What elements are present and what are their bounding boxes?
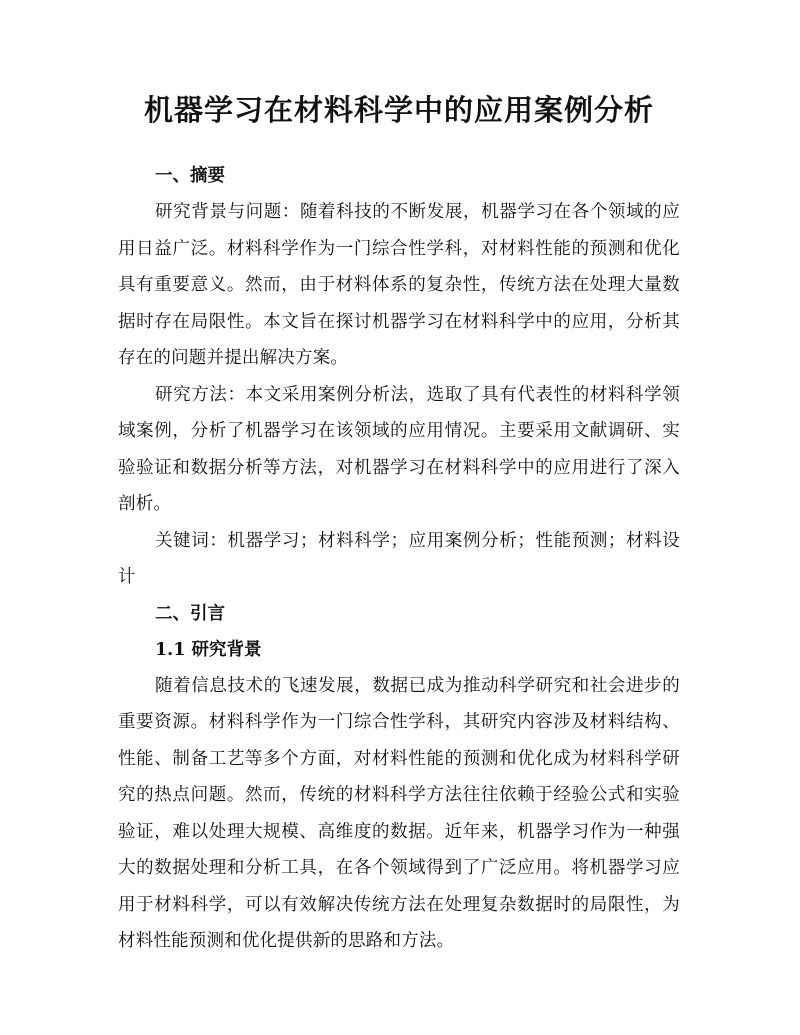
- document-page: [118, 88, 680, 960]
- abstract-heading: 一、摘要: [155, 166, 225, 186]
- keywords-paragraph: 关键词：机器学习；材料科学；应用案例分析；性能预测；材料设计: [118, 530, 680, 587]
- introduction-heading: 二、引言: [155, 603, 225, 624]
- research-background-paragraph: 随着信息技术的飞速发展，数据已成为推动科学研究和社会进步的重要资源。材料科学作为一门综合性学科，其研究内容涉及材料结构、性能、制备工艺等多个方面，对材料性能的预测和优化成为材料科学研究的热点问题。然而，传统的材料科学方法往往依赖于经验公式和实验验证，难以处理大规模、高维度的数据。近年来，机器学习作为一种强大的数据处理和分析工具，在各个领域得到了广泛应用。将机器学习应用于材料科学，可以有效解决传统方法在处理复杂数据时的局限性，为材料性能预测和优化提供新的思路和方法。: [118, 675, 680, 951]
- research-background-subheading: 1.1 研究背景: [155, 639, 262, 660]
- abstract-background-paragraph: 研究背景与问题：随着科技的不断发展，机器学习在各个领域的应用日益广泛。材料科学作为一门综合性学科，对材料性能的预测和优化具有重要意义。然而，由于材料体系的复杂性，传统方法在处理大量数据时存在局限性。本文旨在探讨机器学习在材料科学中的应用，分析其存在的问题并提出解决方案。: [118, 202, 680, 368]
- abstract-method-paragraph: 研究方法：本文采用案例分析法，选取了具有代表性的材料科学领域案例，分析了机器学习在该领域的应用情况。主要采用文献调研、实验验证和数据分析等方法，对机器学习在材料科学中的应用进行了深入剖析。: [118, 384, 680, 514]
- document-title: 机器学习在材料科学中的应用案例分析: [143, 93, 654, 127]
